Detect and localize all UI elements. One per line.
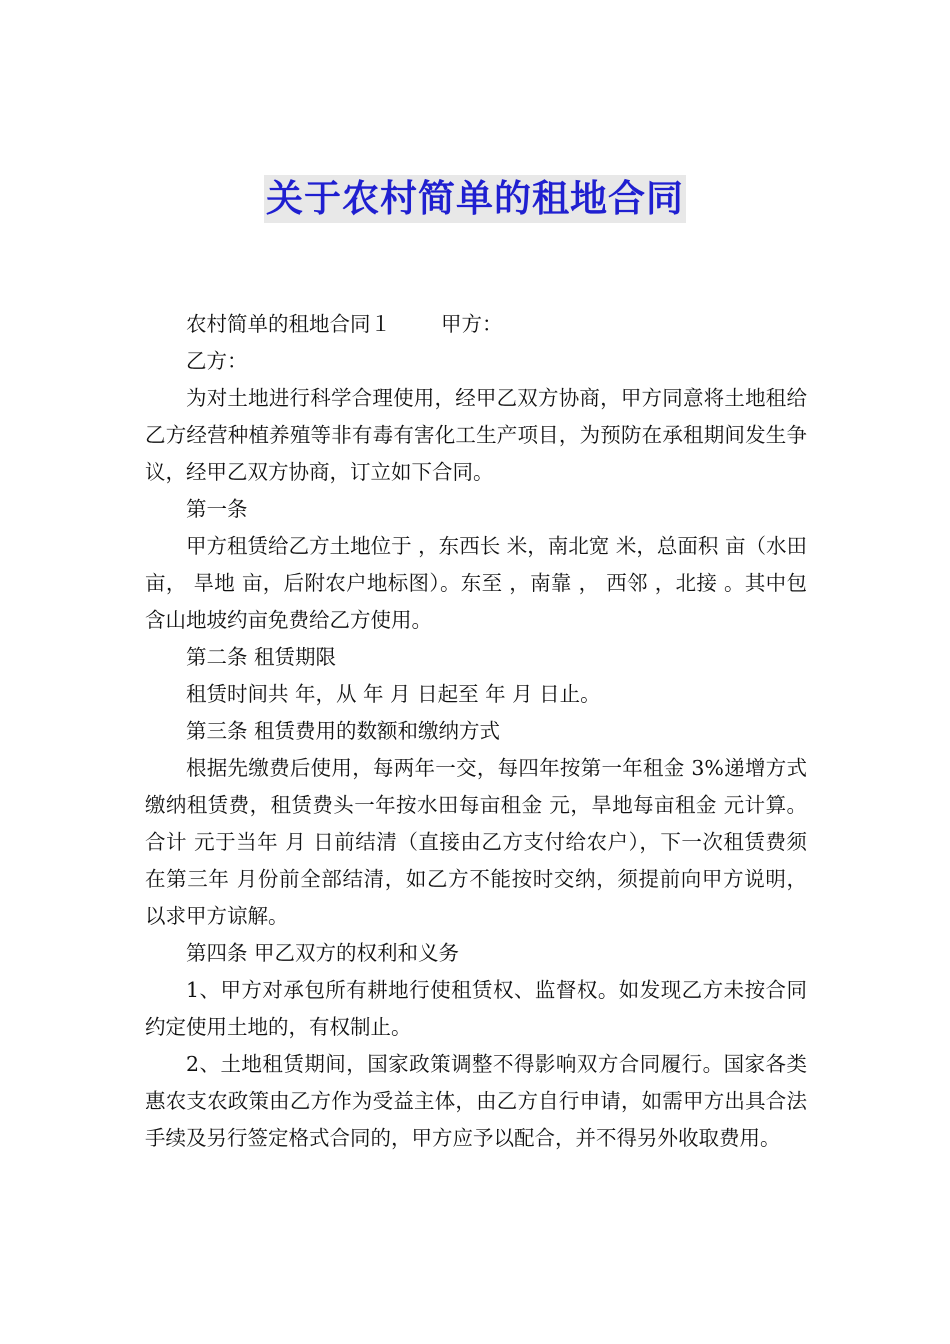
intro-heading: 农村简单的租地合同１ xyxy=(186,312,391,336)
intro-line xyxy=(145,306,807,343)
party-b-label: 乙方： xyxy=(186,349,248,373)
document-title: 关于农村简单的租地合同 xyxy=(264,175,686,223)
article-3-text: 根据先缴费后使用，每两年一交，每四年按第一年租金 3%递增方式缴纳租赁费，租赁费头一年按水田每亩租金 元，旱地每亩租金 元计算。合计 元于当年 月 日前结清（直接由乙方支付给农户），下一次租赁费须在第三年 月份前全部结清，如乙方不能按时交纳，须提前向甲方说明，以求甲方谅解。 xyxy=(145,756,807,928)
article-1-text: 甲方租赁给乙方土地位于 ，东西长 米，南北宽 米，总面积 亩（水田 亩， 旱地 亩，后附农户地标图）。东至 ，南靠 ， 西邻 ，北接 。其中包含山地坡约亩免费给乙方使用。 xyxy=(145,534,807,632)
article-4-item-1: 1、甲方对承包所有耕地行使租赁权、监督权。如发现乙方未按合同约定使用土地的，有权制止。 xyxy=(145,978,807,1039)
article-3-title: 第三条 租赁费用的数额和缴纳方式 xyxy=(186,719,501,743)
article-2-title: 第二条 租赁期限 xyxy=(186,645,337,669)
document-body xyxy=(145,306,807,1157)
article-2-text: 租赁时间共 年，从 年 月 日起至 年 月 日止。 xyxy=(186,682,601,706)
article-1-title: 第一条 xyxy=(186,497,248,521)
preamble-paragraph: 为对土地进行科学合理使用，经甲乙双方协商，甲方同意将土地租给乙方经营种植养殖等非有毒有害化工生产项目，为预防在承租期间发生争议，经甲乙双方协商，订立如下合同。 xyxy=(145,386,807,484)
title-container xyxy=(0,175,950,223)
article-4-item-2: 2、土地租赁期间，国家政策调整不得影响双方合同履行。国家各类惠农支农政策由乙方作为受益主体，由乙方自行申请，如需甲方出具合法手续及另行签定格式合同的，甲方应予以配合，并不得另外收取费用。 xyxy=(145,1052,807,1150)
party-a-label: 甲方： xyxy=(441,312,503,336)
article-4-title: 第四条 甲乙双方的权利和义务 xyxy=(186,941,460,965)
